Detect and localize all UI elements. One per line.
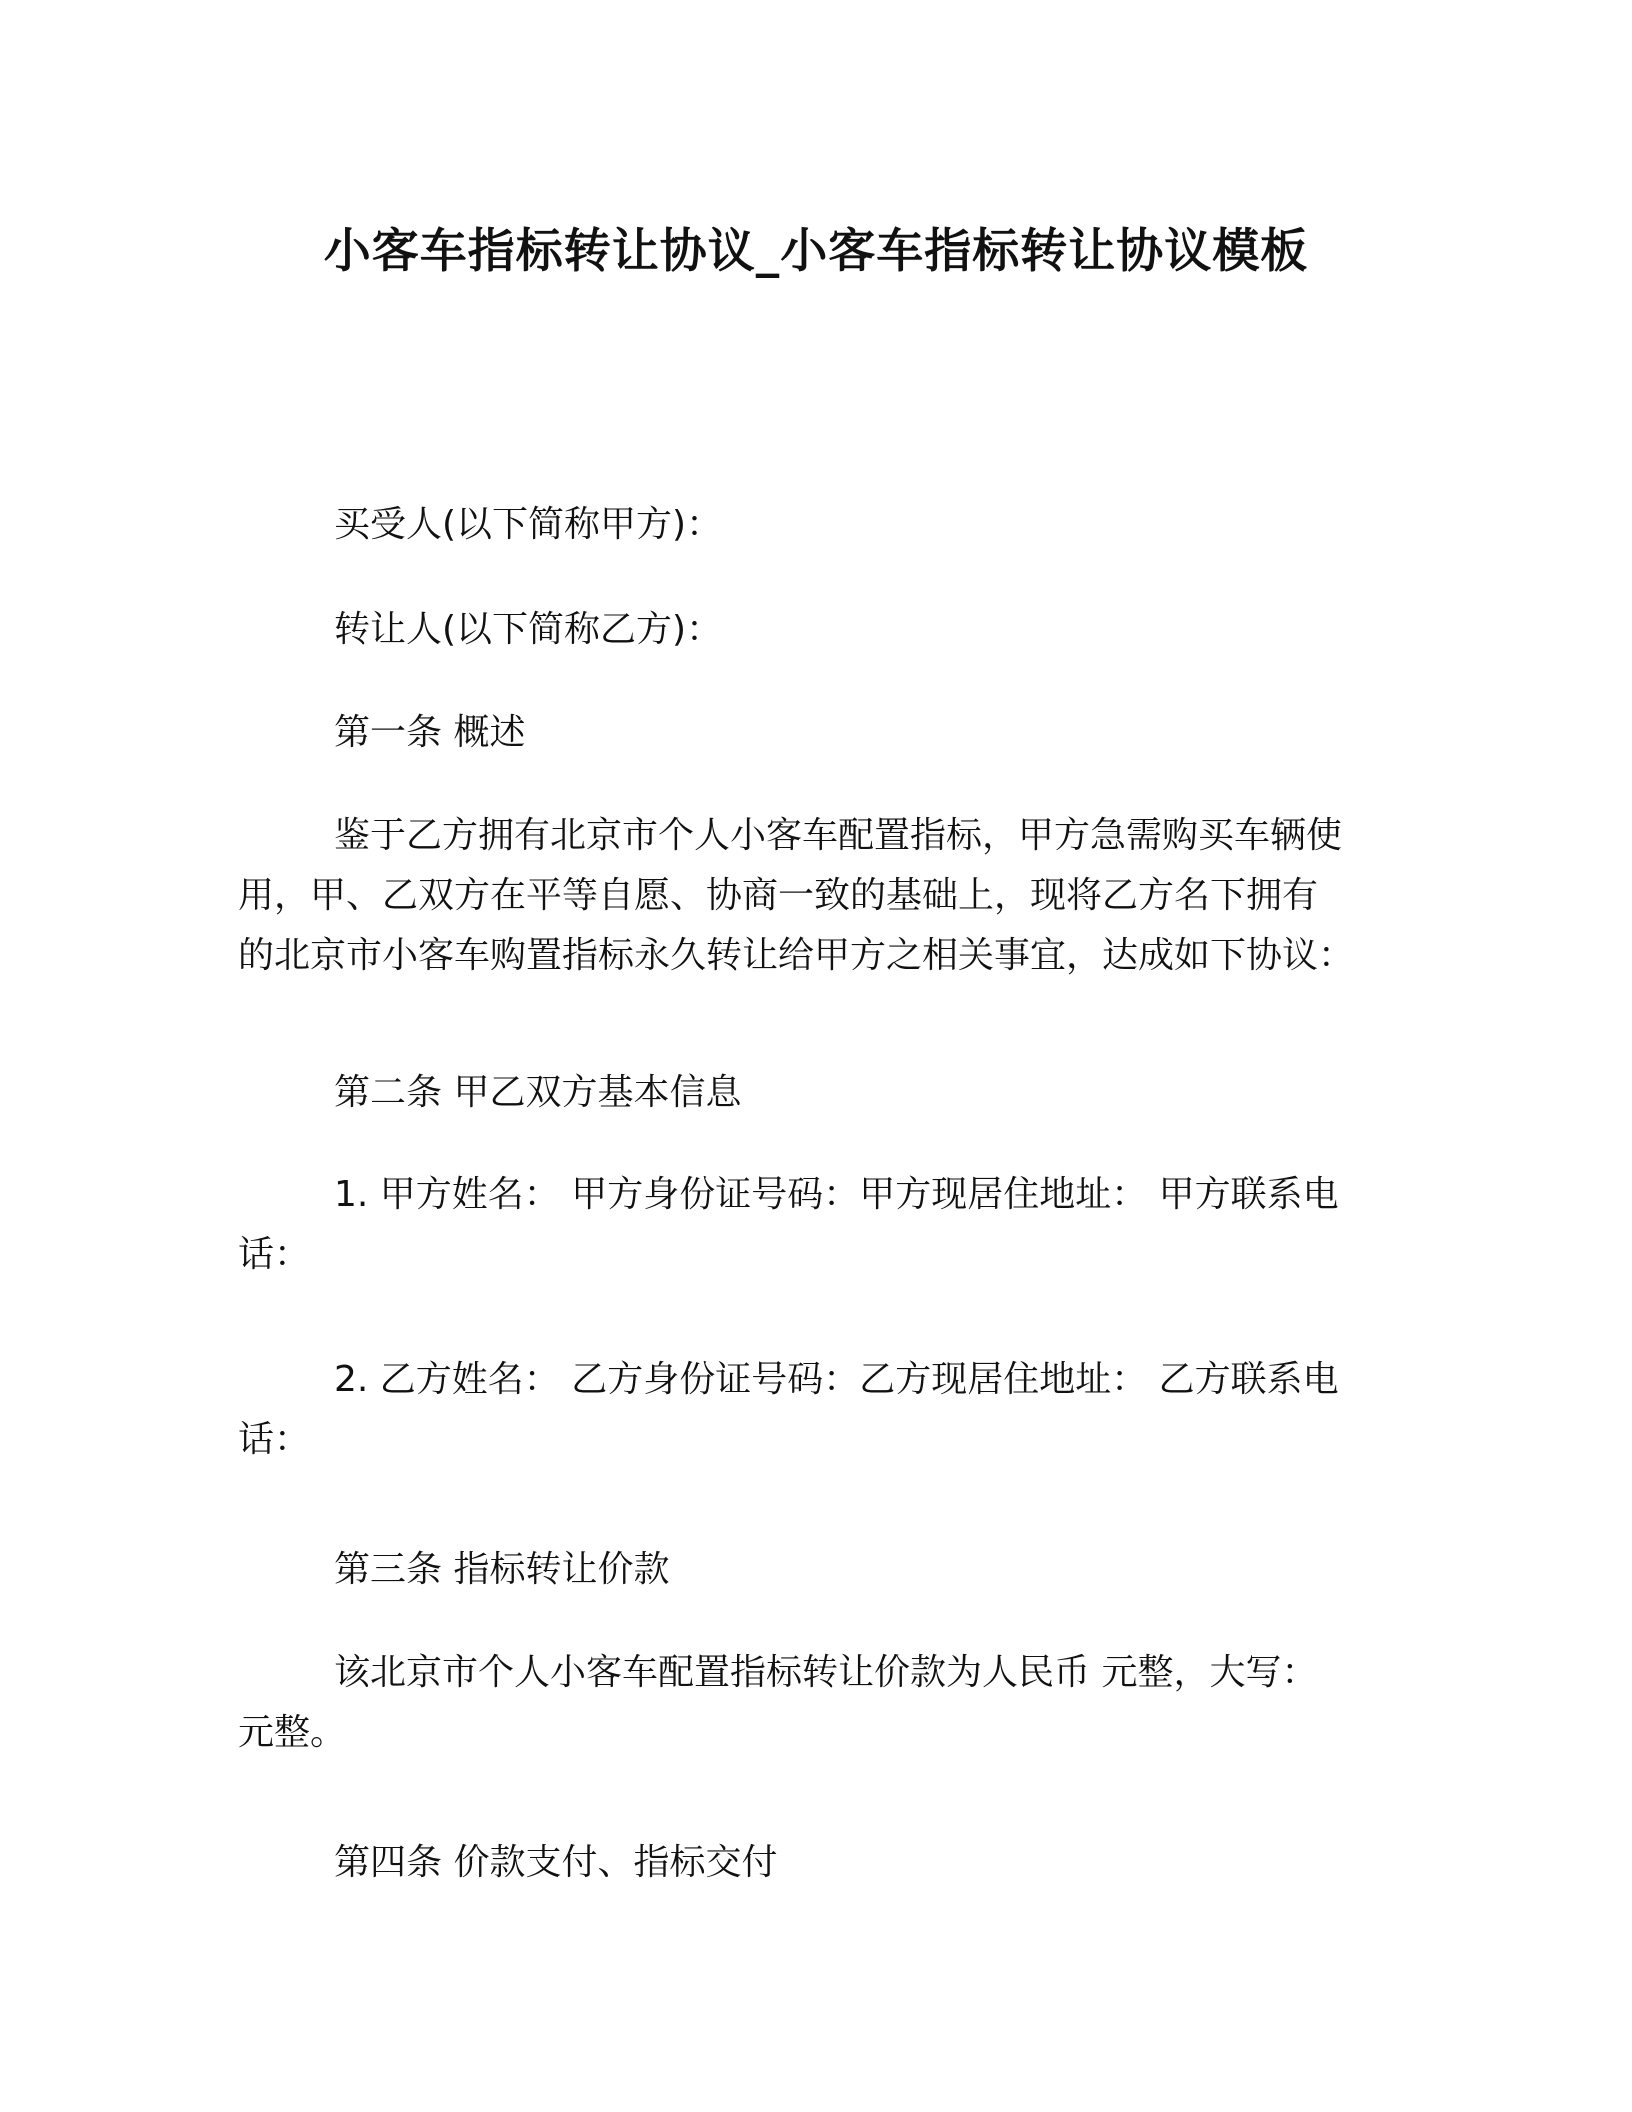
party-a-line: 1. 甲方姓名： 甲方身份证号码：甲方现居住地址： 甲方联系电 xyxy=(334,1174,1339,1215)
article1-line: 鉴于乙方拥有北京市个人小客车配置指标，甲方急需购买车辆使 xyxy=(334,815,1343,856)
article2-heading: 第二条 甲乙双方基本信息 xyxy=(334,1072,742,1113)
party-a-line: 话： xyxy=(238,1234,311,1275)
document-title: 小客车指标转让协议_小客车指标转让协议模板 xyxy=(323,224,1309,279)
article3-heading: 第三条 指标转让价款 xyxy=(334,1549,670,1590)
seller-line: 转让人(以下简称乙方)： xyxy=(334,609,723,650)
article1-paragraph xyxy=(238,806,1388,986)
article4-heading: 第四条 价款支付、指标交付 xyxy=(334,1842,778,1883)
party-b-line: 话： xyxy=(238,1419,311,1460)
article3-line: 元整。 xyxy=(238,1712,347,1753)
article3-paragraph xyxy=(238,1643,1388,1763)
article1-heading: 第一条 概述 xyxy=(334,712,526,753)
article3-line: 该北京市个人小客车配置指标转让价款为人民币 元整，大写： xyxy=(334,1652,1318,1693)
party-a-info xyxy=(238,1165,1388,1285)
party-b-line: 2. 乙方姓名： 乙方身份证号码：乙方现居住地址： 乙方联系电 xyxy=(334,1359,1339,1400)
buyer-line: 买受人(以下简称甲方)： xyxy=(334,504,723,545)
article1-line: 用，甲、乙双方在平等自愿、协商一致的基础上，现将乙方名下拥有 xyxy=(238,875,1319,916)
article1-line: 的北京市小客车购置指标永久转让给甲方之相关事宜，达成如下协议： xyxy=(238,935,1355,976)
party-b-info xyxy=(238,1350,1388,1470)
